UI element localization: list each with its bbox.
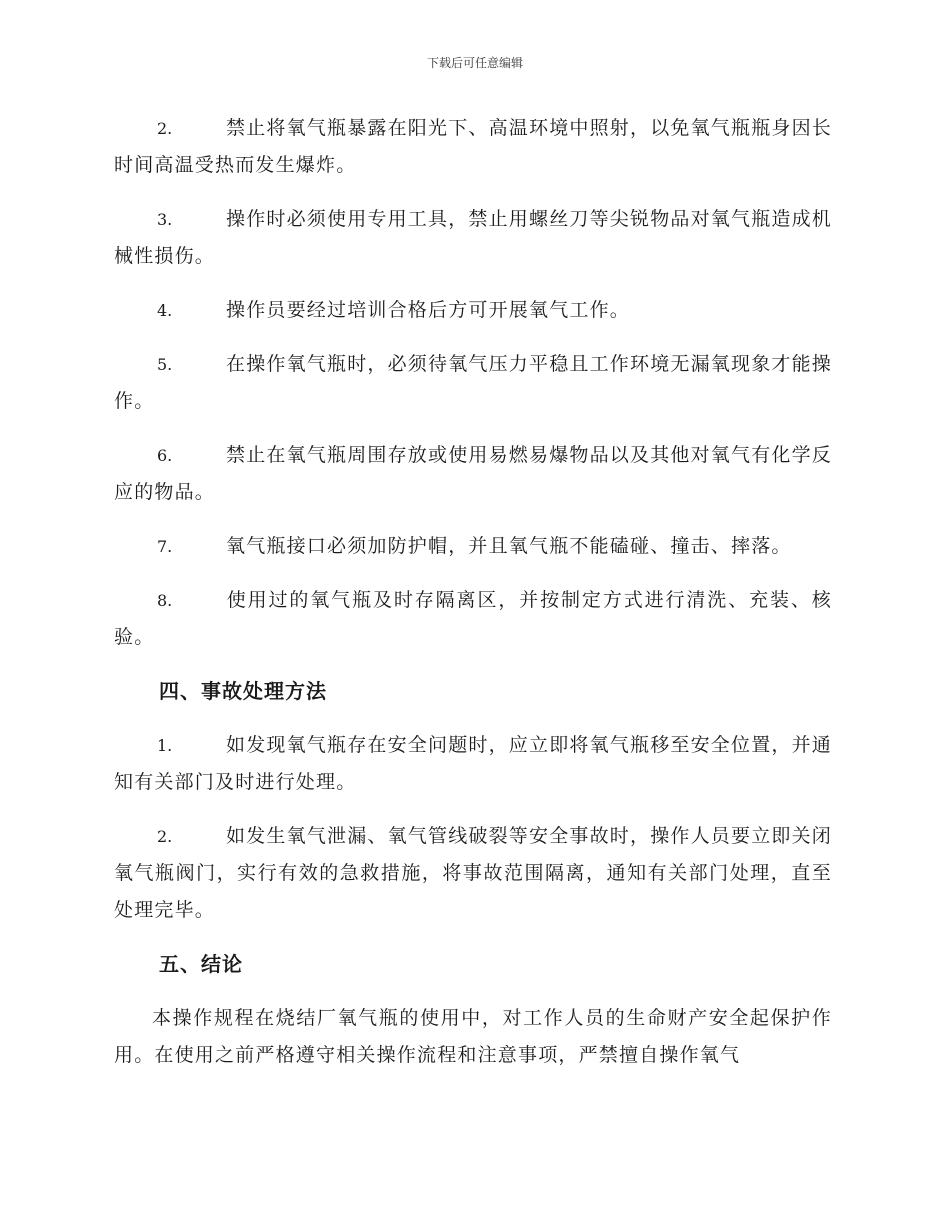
item-text: 氧气瓶接口必须加防护帽，并且氧气瓶不能磕碰、撞击、摔落。 (226, 535, 792, 557)
document-body (114, 110, 832, 1074)
section-heading-accident-handling: 四、事故处理方法 (159, 679, 327, 703)
item-text: 禁止将氧气瓶暴露在阳光下、高温环境中照射，以免氧气瓶瓶身因长时间高温受热而发生爆炸。 (114, 117, 833, 176)
list-item (114, 110, 832, 184)
item-number: 7. (157, 537, 173, 556)
item-text: 如发现氧气瓶存在安全问题时，应立即将氧气瓶移至安全位置，并通知有关部门及时进行处理。 (114, 734, 833, 793)
list-item (114, 201, 832, 275)
list-item (114, 818, 832, 929)
item-text: 禁止在氧气瓶周围存放或使用易燃易爆物品以及其他对氧气有化学反应的物品。 (114, 444, 833, 503)
item-number: 6. (157, 446, 173, 465)
item-number: 3. (157, 210, 173, 229)
item-number: 1. (157, 736, 173, 755)
item-number: 5. (157, 355, 173, 374)
item-text: 在操作氧气瓶时，必须待氧气压力平稳且工作环境无漏氧现象才能操作。 (114, 353, 833, 412)
list-item (114, 528, 832, 565)
item-text: 操作时必须使用专用工具，禁止用螺丝刀等尖锐物品对氧气瓶造成机械性损伤。 (114, 208, 833, 267)
item-number: 4. (157, 301, 173, 320)
item-text: 如发生氧气泄漏、氧气管线破裂等安全事故时，操作人员要立即关闭氧气瓶阀门，实行有效的急救措施，将事故范围隔离，通知有关部门处理，直至处理完毕。 (114, 825, 833, 921)
list-item (114, 582, 832, 656)
list-item (114, 727, 832, 801)
item-number: 2. (157, 119, 173, 138)
conclusion-paragraph: 本操作规程在烧结厂氧气瓶的使用中，对工作人员的生命财产安全起保护作用。在使用之前严格遵守相关操作流程和注意事项，严禁擅自操作氧气 (114, 1007, 832, 1066)
list-item (114, 437, 832, 511)
page-header: 下载后可任意编辑 (426, 56, 523, 70)
item-number: 2. (157, 827, 173, 846)
item-text: 使用过的氧气瓶及时存隔离区，并按制定方式进行清洗、充装、核验。 (114, 589, 832, 648)
list-item (114, 346, 832, 420)
item-number: 8. (157, 591, 173, 610)
list-item (114, 292, 832, 329)
item-text: 操作员要经过培训合格后方可开展氧气工作。 (226, 299, 631, 321)
section-heading-conclusion: 五、结论 (159, 952, 243, 976)
